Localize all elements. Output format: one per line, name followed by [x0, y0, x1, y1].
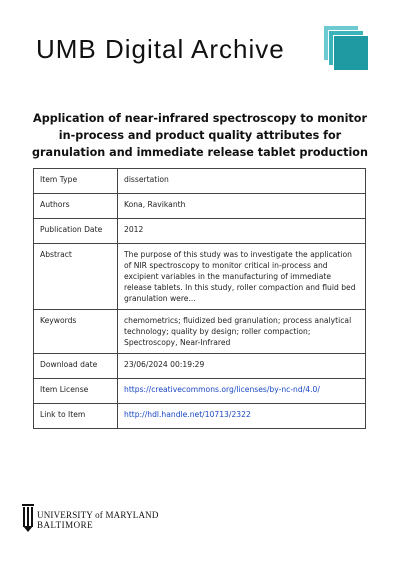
- metadata-label: Authors: [34, 194, 118, 219]
- umd-flag-icon: [22, 504, 34, 532]
- document-title-line: in-process and product quality attributes for: [58, 129, 342, 142]
- metadata-row-item-type: [34, 169, 366, 194]
- umd-wordmark-line1: UNIVERSITY of MARYLAND: [37, 510, 159, 520]
- metadata-row-item-license: [34, 379, 366, 404]
- metadata-value: 23/06/2024 00:19:29: [118, 354, 366, 379]
- document-title-line: granulation and immediate release tablet production: [32, 146, 368, 159]
- metadata-label: Item License: [34, 379, 118, 404]
- metadata-row-download-date: [34, 354, 366, 379]
- metadata-row-authors: [34, 194, 366, 219]
- metadata-value: Kona, Ravikanth: [118, 194, 366, 219]
- umb-archive-logo-icon: [324, 26, 368, 70]
- metadata-label: Abstract: [34, 244, 118, 310]
- metadata-table: [33, 168, 366, 429]
- umd-logo: [22, 504, 182, 534]
- metadata-label: Link to Item: [34, 404, 118, 429]
- license-link[interactable]: https://creativecommons.org/licenses/by-nc-nd/4.0/: [118, 379, 366, 404]
- metadata-value: dissertation: [118, 169, 366, 194]
- document-title: [30, 110, 370, 161]
- umd-wordmark-line2: BALTIMORE: [37, 520, 94, 530]
- metadata-value: The purpose of this study was to investigate the application of NIR spectroscopy to monitor critical in-process and excipient variables in the manufacturing of immediate release tablets. In this study, roller compaction and fluid bed granulation were...: [118, 244, 366, 310]
- metadata-value: chemometrics; fluidized bed granulation; process analytical technology; quality by design; roller compaction; Spectroscopy, Near-Infrared: [118, 310, 366, 354]
- metadata-row-abstract: [34, 244, 366, 310]
- metadata-value: 2012: [118, 219, 366, 244]
- metadata-row-keywords: [34, 310, 366, 354]
- document-title-line: Application of near-infrared spectroscopy to monitor: [33, 112, 367, 125]
- metadata-label: Download date: [34, 354, 118, 379]
- metadata-label: Publication Date: [34, 219, 118, 244]
- archive-name: UMB Digital Archive: [36, 34, 285, 64]
- item-handle-link[interactable]: http://hdl.handle.net/10713/2322: [118, 404, 366, 429]
- metadata-label: Item Type: [34, 169, 118, 194]
- metadata-row-publication-date: [34, 219, 366, 244]
- metadata-row-link-to-item: [34, 404, 366, 429]
- metadata-label: Keywords: [34, 310, 118, 354]
- umd-wordmark: [37, 510, 159, 530]
- archive-header: [36, 26, 368, 76]
